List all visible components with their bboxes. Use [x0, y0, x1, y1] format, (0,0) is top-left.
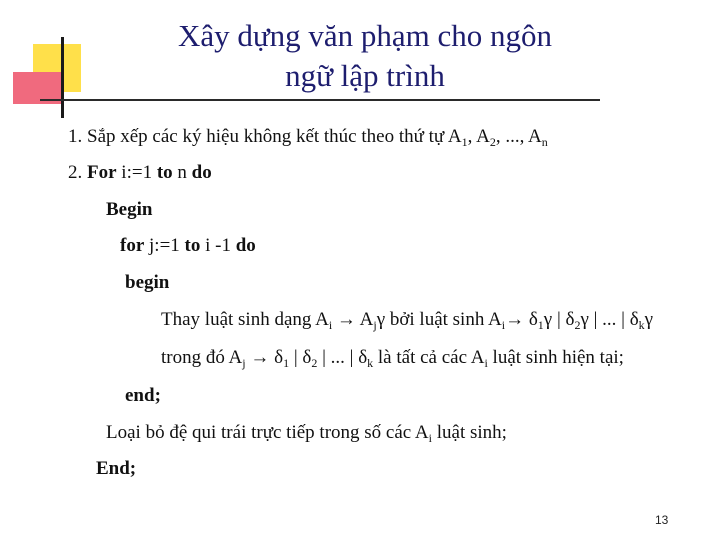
- step-1-text: 1. Sắp xếp các ký hiệu không kết thúc theo thứ tự A: [68, 126, 462, 147]
- subscript: 2: [574, 318, 581, 332]
- keyword-do: do: [235, 235, 256, 256]
- rule-text: γ | ... | δ: [580, 309, 639, 330]
- keyword-begin-inner: begin: [125, 272, 170, 293]
- where-text: → δ: [245, 347, 284, 368]
- subscript: j: [373, 318, 377, 332]
- keyword-end-outer: End;: [96, 458, 137, 479]
- remove-text: Loại bỏ đệ qui trái trực tiếp trong số các A: [106, 422, 429, 443]
- where-clause-line: [161, 347, 624, 371]
- page-number: 13: [655, 513, 669, 527]
- keyword-to: to: [156, 162, 173, 183]
- step-1-text: , ..., A: [495, 126, 542, 147]
- slide-title: [90, 16, 640, 96]
- inner-for-text: j:=1: [144, 235, 185, 256]
- step-2-number: 2.: [68, 162, 87, 183]
- step-2-text: n: [172, 162, 192, 183]
- subscript: 2: [489, 135, 496, 149]
- step-2-text: i:=1: [116, 162, 157, 183]
- slide-title-line-1: Xây dựng văn phạm cho ngôn: [177, 18, 553, 53]
- rule-text: γ bởi luật sinh A: [376, 309, 502, 330]
- keyword-do: do: [191, 162, 212, 183]
- subscript: i: [428, 431, 432, 445]
- keyword-end-inner: end;: [125, 385, 161, 406]
- subscript: k: [367, 356, 374, 370]
- subscript: k: [638, 318, 645, 332]
- slide-title-line-2: ngữ lập trình: [285, 58, 445, 93]
- subscript: i: [328, 318, 333, 332]
- subscript: 1: [283, 356, 290, 370]
- remove-recursion-line: [106, 422, 507, 446]
- where-text: là tất cả các A: [373, 347, 485, 368]
- step-1-text: , A: [467, 126, 490, 147]
- subscript: 1: [537, 318, 544, 332]
- where-text: luật sinh hiện tại;: [487, 347, 624, 368]
- keyword-for: for: [120, 235, 145, 256]
- step-2: [68, 162, 212, 184]
- remove-text: luật sinh;: [432, 422, 507, 443]
- keyword-begin-outer: Begin: [106, 199, 153, 220]
- step-1: [68, 126, 548, 150]
- subscript: n: [541, 135, 548, 149]
- rule-text: γ: [644, 309, 654, 330]
- rule-text: Thay luật sinh dạng A: [161, 309, 329, 330]
- inner-for-text: i -1: [200, 235, 236, 256]
- where-text: | ... | δ: [317, 347, 368, 368]
- rule-text: → δ: [505, 309, 538, 330]
- keyword-to: to: [184, 235, 201, 256]
- rule-text: γ | δ: [543, 309, 575, 330]
- subscript: 1: [461, 135, 468, 149]
- where-text: | δ: [289, 347, 312, 368]
- inner-for-line: [120, 235, 256, 257]
- subscript: 2: [311, 356, 318, 370]
- subscript: i: [501, 318, 506, 332]
- decor-vertical-line: [61, 37, 64, 118]
- title-underline: [40, 99, 600, 101]
- where-text: trong đó A: [161, 347, 243, 368]
- replace-rule-line: [161, 309, 653, 333]
- subscript: j: [242, 356, 246, 370]
- keyword-for: For: [87, 162, 117, 183]
- rule-text: → A: [332, 309, 374, 330]
- subscript: i: [484, 356, 488, 370]
